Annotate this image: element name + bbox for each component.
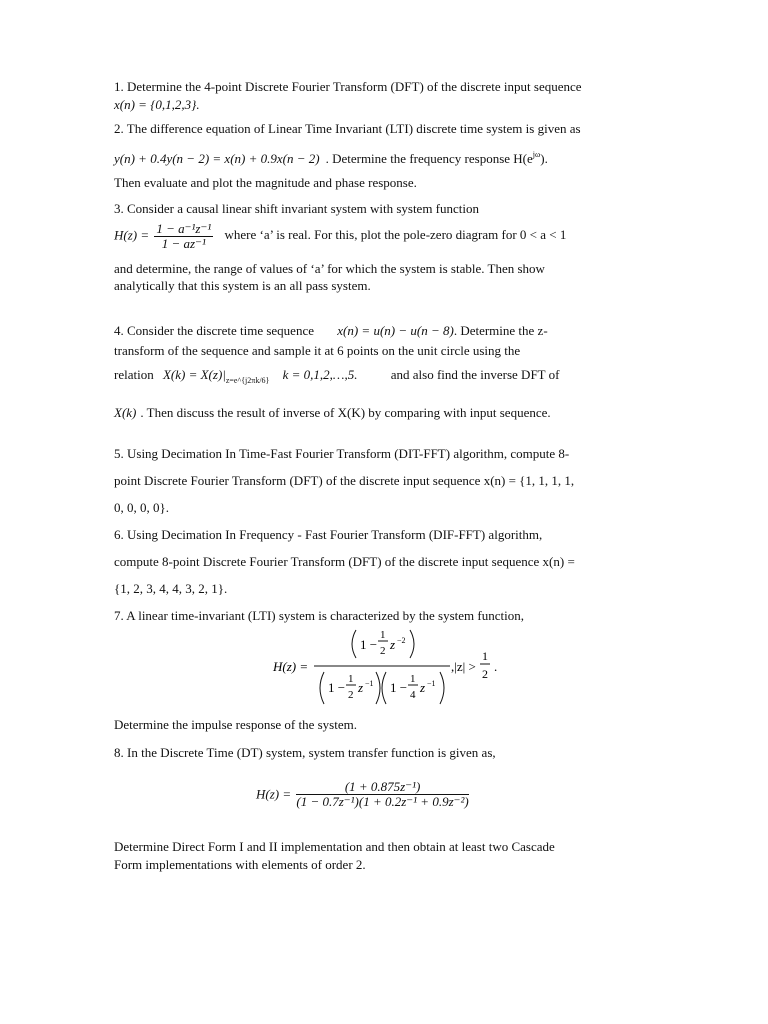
q8-line2: Determine Direct Form I and II implementation and then obtain at least two Cascade — [114, 839, 555, 854]
q1-sequence: x(n) = {0,1,2,3}. — [114, 97, 200, 112]
q4-line3 — [114, 367, 559, 389]
q7-den-frac2-four: 4 — [410, 689, 416, 701]
q1-text: 1. Determine the 4-point Discrete Fourier Transform (DFT) of the discrete input sequence — [114, 79, 582, 94]
q7-den-exp1: −1 — [365, 679, 374, 688]
q3-mid: where ‘a’ is real. For this, plot the pole-zero diagram for 0 < a < 1 — [224, 227, 567, 243]
q7-cond-one: 1 — [482, 649, 488, 663]
q4-relation-tail: and also find the inverse DFT of — [390, 367, 560, 382]
q7-den-z1: z — [358, 680, 364, 695]
q8-fraction — [296, 780, 468, 809]
q4-line1 — [114, 323, 548, 339]
q7-den-right-paren1 — [376, 672, 380, 704]
q5-line2: point Discrete Fourier Transform (DFT) of the discrete input sequence x(n) = {1, 1, 1, 1, — [114, 473, 575, 488]
q8-denominator: (1 − 0.7z⁻¹)(1 + 0.2z⁻¹ + 0.9z⁻²) — [296, 794, 469, 809]
q2-line2 — [114, 147, 656, 167]
q7-den-left-paren2 — [382, 672, 386, 704]
q4-equation: x(n) = u(n) − u(n − 8) — [337, 323, 454, 338]
q6-line3: {1, 2, 3, 4, 4, 3, 2, 1}. — [114, 581, 228, 596]
q2-line1: 2. The difference equation of Linear Time Invariant (LTI) discrete time system is given as — [114, 121, 581, 136]
q7-cond-two: 2 — [482, 667, 488, 681]
q7-den-one1: 1 − — [328, 680, 346, 695]
q4-k-range: k = 0,1,2,…,5. — [282, 367, 358, 382]
q4-relation-equation: X(k) = X(z)| — [162, 367, 226, 382]
q4-lead: 4. Consider the discrete time sequence — [114, 323, 314, 338]
q7-line1: 7. A linear time-invariant (LTI) system is characterized by the system function, — [114, 608, 524, 623]
q8-numerator: (1 + 0.875z⁻¹) — [296, 780, 468, 795]
q7-num-right-paren — [410, 630, 414, 658]
q7-den-frac1-two: 2 — [348, 689, 354, 701]
q4-relation-subscript: z=e^{j2πk/6} — [225, 376, 270, 385]
q4-xk: X(k) — [114, 405, 137, 420]
q2-equation: y(n) + 0.4y(n − 2) = x(n) + 0.9x(n − 2) — [114, 151, 320, 166]
q3-hz: H(z) = — [114, 227, 150, 243]
q8-hz: H(z) = — [256, 786, 292, 802]
q7-cond-period: . — [494, 659, 498, 674]
q7-den-right-paren2 — [440, 672, 444, 704]
q7-condition: ,|z| > — [451, 659, 476, 674]
q6-line1: 6. Using Decimation In Frequency - Fast Fourier Transform (DIF-FFT) algorithm, — [114, 527, 543, 542]
q2-tail: . Determine the frequency response H(e — [325, 151, 533, 166]
q3-denominator: 1 − az⁻¹ — [161, 236, 206, 251]
q4-lead-tail: . Determine the z- — [453, 323, 548, 338]
q7-num-z: z — [390, 637, 396, 652]
q7-num-exp: −2 — [397, 636, 406, 645]
q3-line4: analytically that this system is an all pass system. — [114, 278, 371, 293]
q8-line1: 8. In the Discrete Time (DT) system, system transfer function is given as, — [114, 745, 496, 760]
q7-den-one2: 1 − — [390, 680, 408, 695]
q7-den-exp2: −1 — [427, 679, 436, 688]
q2-tail-end: ). — [540, 151, 548, 166]
q3-numerator: 1 − a⁻¹z⁻¹ — [156, 221, 212, 236]
q7-den-z2: z — [420, 680, 426, 695]
q3-line2 — [114, 222, 566, 251]
q4-line4 — [114, 405, 551, 421]
q3-line3: and determine, the range of values of ‘a’ for which the system is stable. Then show — [114, 261, 545, 276]
q7-den-left-paren1 — [320, 672, 324, 704]
q4-relation-label: relation — [114, 367, 154, 382]
q4-line4-text: . Then discuss the result of inverse of X(K) by comparing with input sequence. — [140, 405, 551, 420]
q4-line2: transform of the sequence and sample it at 6 points on the unit circle using the — [114, 343, 521, 358]
q7-line2: Determine the impulse response of the system. — [114, 717, 357, 732]
q2-line3: Then evaluate and plot the magnitude and phase response. — [114, 175, 417, 190]
q7-num-one: 1 − — [360, 637, 378, 652]
q7-num-left-paren — [352, 630, 356, 658]
q7-den-frac1-one: 1 — [348, 673, 354, 685]
q7-equation — [268, 624, 508, 710]
q6-line2: compute 8-point Discrete Fourier Transform (DFT) of the discrete input sequence x(n) = — [114, 554, 575, 569]
q7-den-frac2-one: 1 — [410, 673, 416, 685]
q3-fraction — [154, 222, 213, 251]
q8-line3: Form implementations with elements of order 2. — [114, 857, 366, 872]
q7-num-frac-two: 2 — [380, 645, 386, 657]
q5-line3: 0, 0, 0, 0}. — [114, 500, 169, 515]
q5-line1: 5. Using Decimation In Time-Fast Fourier Transform (DIT-FFT) algorithm, compute 8- — [114, 446, 570, 461]
q7-hz: H(z) = — [273, 659, 309, 674]
q8-equation — [256, 780, 471, 809]
q3-lead: 3. Consider a causal linear shift invariant system with system function — [114, 201, 480, 216]
q2-tail-sup: jω — [532, 150, 541, 159]
q7-num-frac-one: 1 — [380, 629, 386, 641]
